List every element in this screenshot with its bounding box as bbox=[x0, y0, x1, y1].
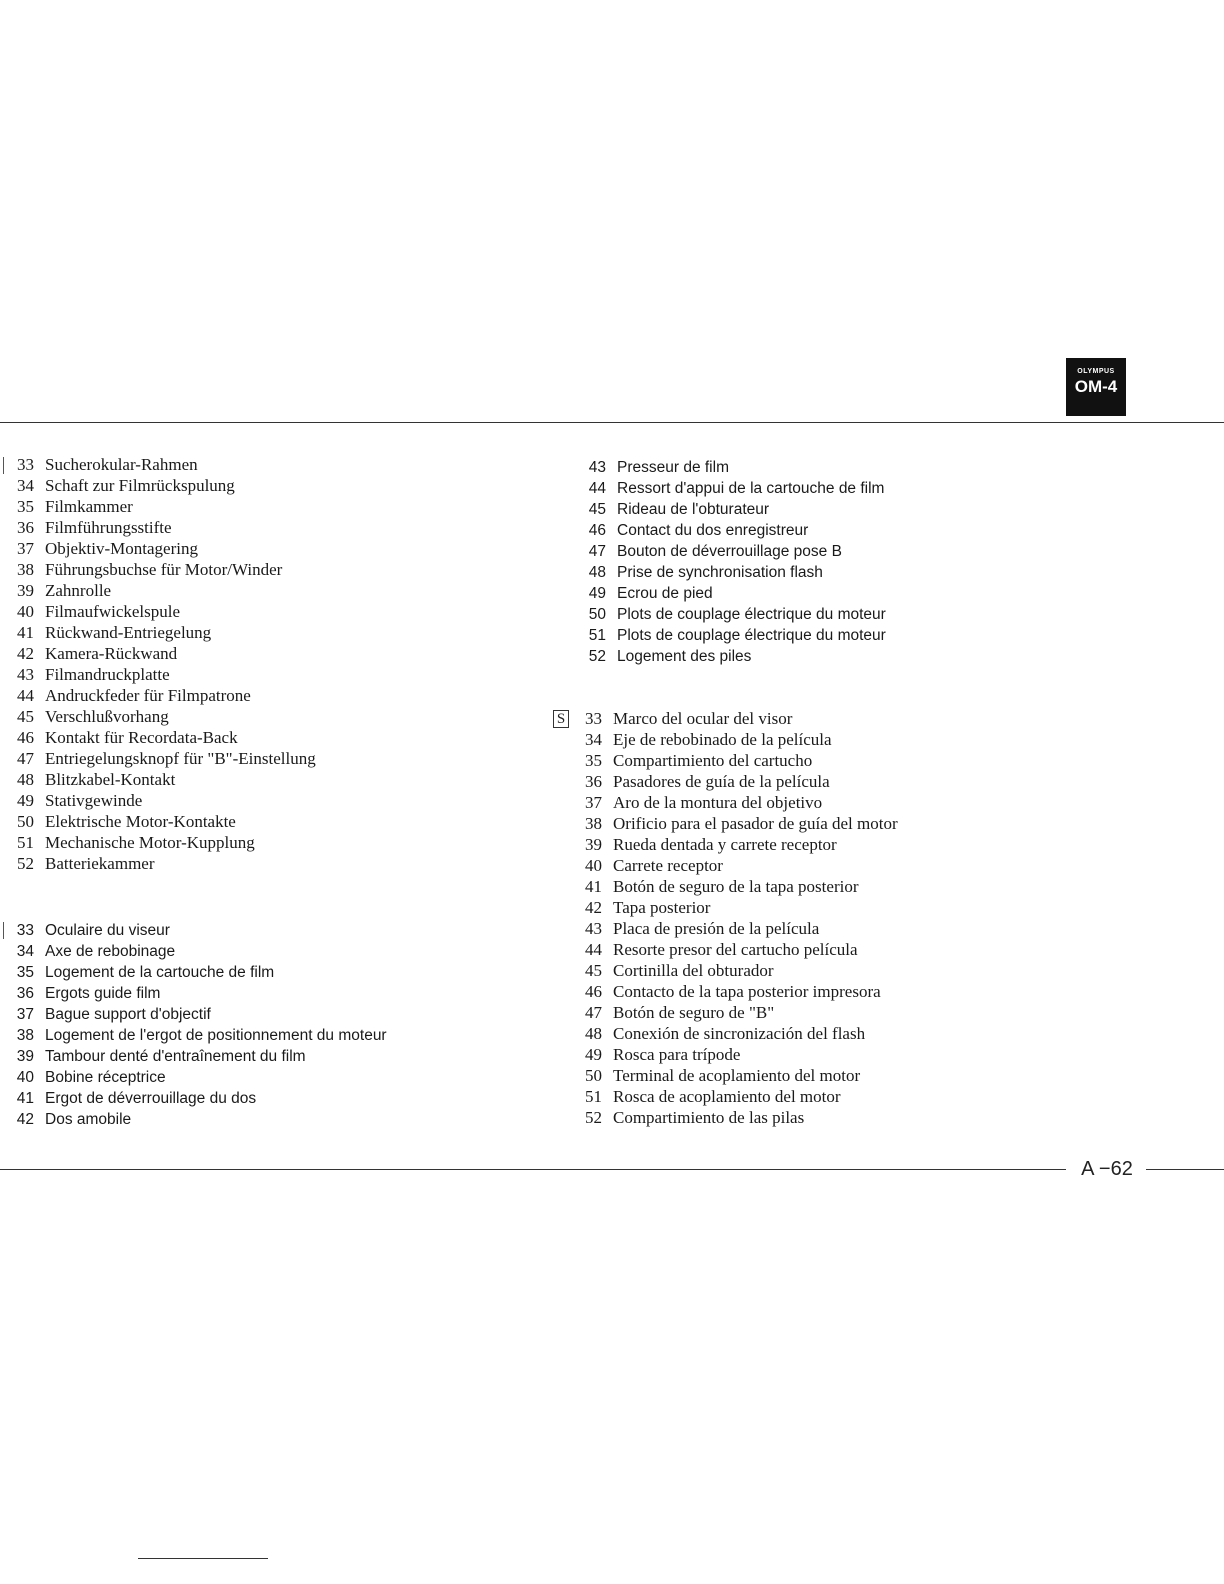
part-number: 39 bbox=[17, 581, 34, 600]
part-name: Bouton de déverrouillage pose B bbox=[617, 543, 842, 560]
part-number: 43 bbox=[17, 665, 34, 684]
logo-brand: OLYMPUS bbox=[1077, 368, 1115, 375]
part-number: 48 bbox=[17, 770, 34, 789]
part-number: 42 bbox=[16, 1111, 34, 1128]
part-number: 51 bbox=[17, 833, 34, 852]
part-name: Terminal de acoplamiento del motor bbox=[613, 1066, 861, 1085]
part-name: Führungsbuchse für Motor/Winder bbox=[45, 560, 283, 579]
part-name: Rosca para trípode bbox=[613, 1045, 741, 1064]
part-name: Rueda dentada y carrete receptor bbox=[613, 835, 837, 854]
part-number: 36 bbox=[585, 772, 602, 791]
part-name: Compartimiento del cartucho bbox=[613, 751, 813, 770]
part-number: 41 bbox=[17, 623, 34, 642]
part-number: 41 bbox=[16, 1090, 34, 1107]
part-number: 47 bbox=[17, 749, 34, 768]
logo-model: OM-4 bbox=[1074, 377, 1118, 396]
part-name: Mechanische Motor-Kupplung bbox=[45, 833, 255, 852]
bottom-divider-right bbox=[1146, 1169, 1224, 1170]
part-number: 49 bbox=[17, 791, 34, 810]
part-name: Prise de synchronisation flash bbox=[617, 564, 823, 581]
part-number: 51 bbox=[588, 627, 606, 644]
spanish-section-badge: S bbox=[553, 710, 569, 728]
part-name: Zahnrolle bbox=[45, 581, 112, 600]
part-name: Cortinilla del obturador bbox=[613, 961, 774, 980]
part-name: Schaft zur Filmrückspulung bbox=[45, 476, 235, 495]
part-number: 35 bbox=[17, 497, 34, 516]
part-name: Tapa posterior bbox=[613, 898, 711, 917]
part-number: 42 bbox=[17, 644, 34, 663]
part-number: 39 bbox=[585, 835, 602, 854]
part-name: Filmkammer bbox=[45, 497, 133, 516]
part-name: Bobine réceptrice bbox=[45, 1069, 166, 1086]
part-number: 43 bbox=[588, 459, 606, 476]
part-number: 50 bbox=[585, 1066, 602, 1085]
part-name: Placa de presión de la película bbox=[613, 919, 820, 938]
part-name: Kontakt für Recordata-Back bbox=[45, 728, 238, 747]
part-name: Entriegelungsknopf für "B"-Einstellung bbox=[45, 749, 316, 768]
part-number: 45 bbox=[17, 707, 34, 726]
part-name: Ergot de déverrouillage du dos bbox=[45, 1090, 257, 1107]
part-name: Rideau de l'obturateur bbox=[617, 501, 770, 518]
part-number: 52 bbox=[588, 648, 606, 665]
part-number: 45 bbox=[588, 501, 606, 518]
olympus-om4-logo bbox=[1066, 358, 1126, 416]
part-number: 33 bbox=[17, 455, 34, 474]
part-name: Filmführungsstifte bbox=[45, 518, 172, 537]
part-number: 49 bbox=[585, 1045, 602, 1064]
part-name: Oculaire du viseur bbox=[45, 922, 170, 939]
part-number: 50 bbox=[588, 606, 606, 623]
part-number: 46 bbox=[17, 728, 34, 747]
part-name: Ergots guide film bbox=[45, 985, 161, 1002]
part-name: Sucherokular-Rahmen bbox=[45, 455, 198, 474]
part-number: 37 bbox=[16, 1006, 34, 1023]
part-number: 37 bbox=[585, 793, 602, 812]
part-name: Logement des piles bbox=[617, 648, 752, 665]
part-number: 42 bbox=[585, 898, 602, 917]
part-number: 46 bbox=[588, 522, 606, 539]
part-name: Filmaufwickelspule bbox=[45, 602, 181, 621]
part-name: Carrete receptor bbox=[613, 856, 723, 875]
part-name: Tambour denté d'entraînement du film bbox=[45, 1048, 306, 1065]
part-number: 51 bbox=[585, 1087, 602, 1106]
part-number: 50 bbox=[17, 812, 34, 831]
part-name: Axe de rebobinage bbox=[45, 943, 176, 960]
part-name: Contacto de la tapa posterior impresora bbox=[613, 982, 881, 1001]
part-number: 35 bbox=[16, 964, 34, 981]
part-number: 36 bbox=[17, 518, 34, 537]
part-number: 37 bbox=[17, 539, 34, 558]
part-name: Rückwand-Entriegelung bbox=[45, 623, 212, 642]
part-name: Dos amobile bbox=[45, 1111, 132, 1128]
part-name: Elektrische Motor-Kontakte bbox=[45, 812, 236, 831]
part-number: 47 bbox=[585, 1003, 602, 1022]
part-name: Marco del ocular del visor bbox=[613, 709, 793, 728]
part-number: 48 bbox=[585, 1024, 602, 1043]
part-name: Filmandruckplatte bbox=[45, 665, 170, 684]
part-number: 35 bbox=[585, 751, 602, 770]
part-number: 43 bbox=[585, 919, 602, 938]
part-name: Plots de couplage électrique du moteur bbox=[617, 606, 886, 623]
part-number: 44 bbox=[585, 940, 602, 959]
part-name: Ecrou de pied bbox=[617, 585, 713, 602]
part-name: Bague support d'objectif bbox=[45, 1006, 211, 1023]
part-number: 38 bbox=[16, 1027, 34, 1044]
part-name: Botón de seguro de "B" bbox=[613, 1003, 775, 1022]
part-name: Logement de la cartouche de film bbox=[45, 964, 275, 981]
part-number: 33 bbox=[585, 709, 602, 728]
part-name: Kamera-Rückwand bbox=[45, 644, 178, 663]
part-number: 39 bbox=[16, 1048, 34, 1065]
part-name: Conexión de sincronización del flash bbox=[613, 1024, 866, 1043]
top-divider bbox=[0, 422, 1224, 423]
part-name: Compartimiento de las pilas bbox=[613, 1108, 805, 1127]
footer-rule bbox=[138, 1558, 268, 1559]
part-number: 52 bbox=[17, 854, 34, 873]
part-number: 45 bbox=[585, 961, 602, 980]
part-name: Contact du dos enregistreur bbox=[617, 522, 809, 539]
part-name: Resorte presor del cartucho película bbox=[613, 940, 858, 959]
part-name: Eje de rebobinado de la película bbox=[613, 730, 832, 749]
part-name: Andruckfeder für Filmpatrone bbox=[45, 686, 251, 705]
part-number: 40 bbox=[17, 602, 34, 621]
part-number: 33 bbox=[16, 922, 34, 939]
part-number: 52 bbox=[585, 1108, 602, 1127]
page-number: A −62 bbox=[1081, 1158, 1133, 1180]
part-name: Blitzkabel-Kontakt bbox=[45, 770, 176, 789]
part-number: 36 bbox=[16, 985, 34, 1002]
part-name: Batteriekammer bbox=[45, 854, 155, 873]
part-name: Logement de l'ergot de positionnement du moteur bbox=[45, 1027, 387, 1044]
part-number: 44 bbox=[588, 480, 606, 497]
part-number: 40 bbox=[16, 1069, 34, 1086]
part-name: Objektiv-Montagering bbox=[45, 539, 198, 558]
part-name: Plots de couplage électrique du moteur bbox=[617, 627, 886, 644]
part-number: 49 bbox=[588, 585, 606, 602]
part-number: 34 bbox=[17, 476, 34, 495]
part-name: Verschlußvorhang bbox=[45, 707, 169, 726]
part-number: 34 bbox=[16, 943, 34, 960]
part-number: 44 bbox=[17, 686, 34, 705]
part-number: 40 bbox=[585, 856, 602, 875]
part-number: 38 bbox=[585, 814, 602, 833]
part-name: Stativgewinde bbox=[45, 791, 143, 810]
part-number: 38 bbox=[17, 560, 34, 579]
part-name: Orificio para el pasador de guía del motor bbox=[613, 814, 898, 833]
part-number: 46 bbox=[585, 982, 602, 1001]
part-name: Ressort d'appui de la cartouche de film bbox=[617, 480, 885, 497]
part-number: 41 bbox=[585, 877, 602, 896]
part-name: Presseur de film bbox=[617, 459, 729, 476]
part-name: Botón de seguro de la tapa posterior bbox=[613, 877, 859, 896]
bottom-divider bbox=[0, 1169, 1066, 1170]
part-number: 47 bbox=[588, 543, 606, 560]
part-name: Pasadores de guía de la película bbox=[613, 772, 830, 791]
part-name: Aro de la montura del objetivo bbox=[613, 793, 823, 812]
part-number: 48 bbox=[588, 564, 606, 581]
part-name: Rosca de acoplamiento del motor bbox=[613, 1087, 841, 1106]
part-number: 34 bbox=[585, 730, 602, 749]
